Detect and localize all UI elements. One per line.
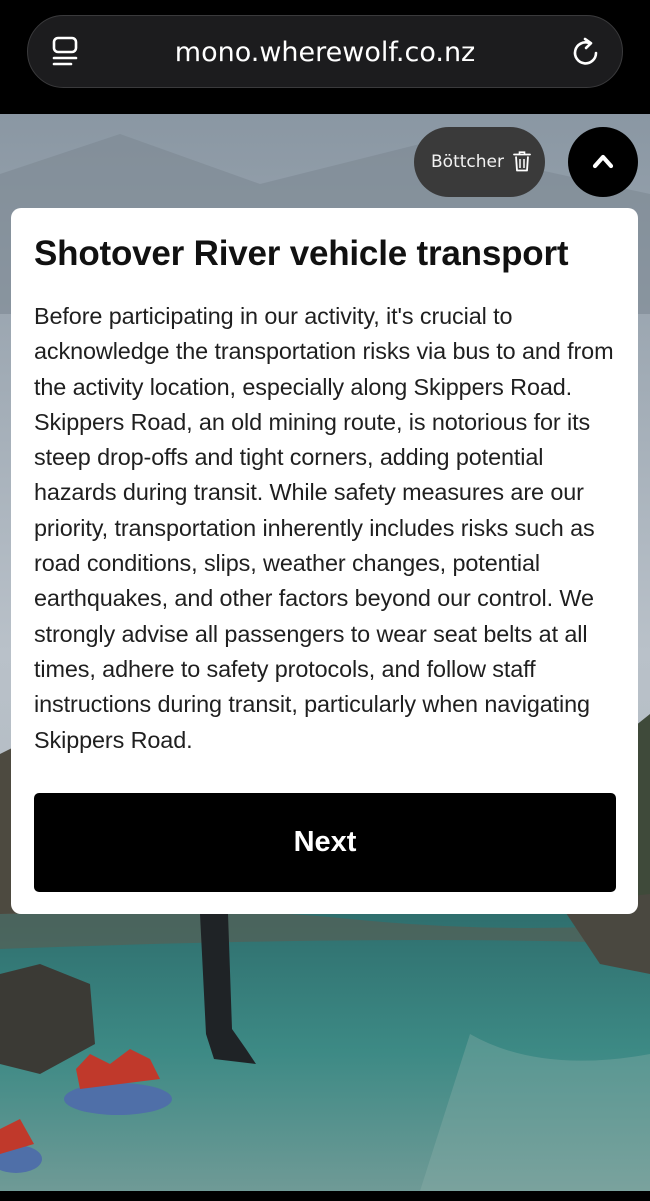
card-body-text: Before participating in our activity, it's crucial to acknowledge the transportation risks via bus to and from the activity location, especially along Skippers Road. Skippers Road, an old mining route, is notorious for its steep drop-offs and tight corners, adding potential hazards during transit. While safety measures are our priority, transportation inherently includes risks such as road conditions, slips, weather changes, potential earthquakes, and other factors beyond our control. We strongly advise all passengers to wear seat belts at all times, adhere to safety protocols, and follow staff instructions during transit, particularly when navigating Skippers Road. (34, 303, 614, 753)
trash-icon[interactable] (513, 151, 531, 172)
collapse-button[interactable] (568, 127, 638, 197)
address-bar[interactable] (27, 15, 623, 88)
card-title: Shotover River vehicle transport (34, 234, 569, 273)
chevron-up-icon (592, 153, 614, 169)
browser-top-bar (0, 0, 650, 114)
user-name: Böttcher (431, 152, 504, 172)
user-chip[interactable] (414, 127, 545, 197)
reload-icon[interactable] (570, 36, 602, 68)
bottom-strip (0, 1191, 650, 1201)
waiver-card (11, 208, 638, 914)
next-button[interactable]: Next (34, 793, 616, 892)
url-text[interactable]: mono.wherewolf.co.nz (174, 37, 476, 68)
